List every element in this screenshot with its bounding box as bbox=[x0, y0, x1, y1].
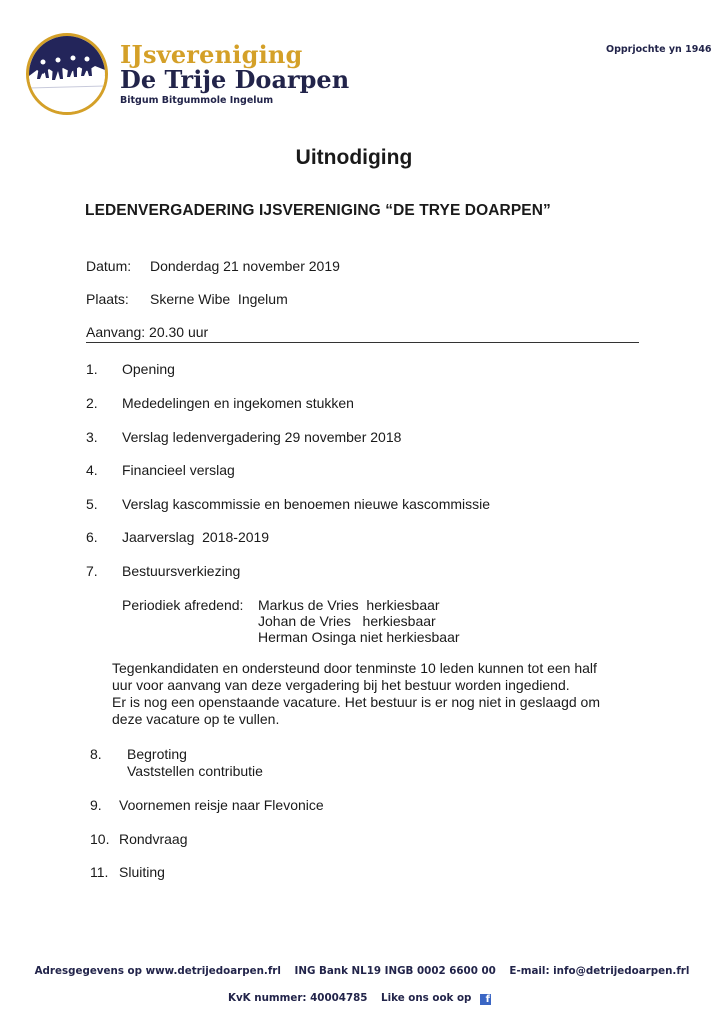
agenda-number: 1. bbox=[86, 361, 98, 377]
election-candidate: Herman Osinga niet herkiesbaar bbox=[258, 629, 460, 645]
agenda-item: Sluiting bbox=[119, 864, 165, 880]
agenda-number: 7. bbox=[86, 563, 98, 579]
footer-bank: ING Bank NL19 INGB 0002 6600 00 bbox=[294, 965, 496, 977]
election-candidate: Markus de Vries herkiesbaar bbox=[258, 597, 440, 613]
agenda-number: 6. bbox=[86, 529, 98, 545]
facebook-icon[interactable]: f bbox=[480, 994, 491, 1005]
agenda-number: 3. bbox=[86, 429, 98, 445]
document-title-text: Uitnodiging bbox=[295, 146, 413, 169]
agenda-subitem: Vaststellen contributie bbox=[127, 763, 263, 779]
agenda-number: 11. bbox=[90, 864, 109, 880]
date-value: Donderdag 21 november 2019 bbox=[150, 258, 340, 274]
agenda-item: Verslag kascommissie en benoemen nieuwe kascommissie bbox=[122, 496, 491, 512]
agenda-item: Bestuursverkiezing bbox=[122, 563, 241, 579]
start-time: Aanvang: 20.30 uur bbox=[86, 324, 209, 340]
agenda-item: Rondvraag bbox=[119, 831, 188, 847]
agenda-item: Voornemen reisje naar Flevonice bbox=[119, 797, 324, 813]
agenda-item: Financieel verslag bbox=[122, 462, 235, 478]
founded-note: Opprjochte yn 1946 bbox=[606, 44, 712, 55]
footer-like-text: Like ons ook op bbox=[381, 992, 472, 1004]
agenda-number: 4. bbox=[86, 462, 98, 478]
agenda-item: Mededelingen en ingekomen stukken bbox=[122, 395, 354, 411]
document-title bbox=[0, 146, 724, 170]
footer-website[interactable]: Adresgegevens op www.detrijedoarpen.frl bbox=[34, 965, 281, 977]
paragraph-line: uur voor aanvang van deze vergadering bij het bestuur worden ingediend. bbox=[112, 677, 570, 693]
agenda-number: 10. bbox=[90, 831, 110, 847]
place-value: Skerne Wibe Ingelum bbox=[150, 291, 288, 307]
paragraph-line: Tegenkandidaten en ondersteund door tenminste 10 leden kunnen tot een half bbox=[112, 660, 597, 676]
date-label: Datum: bbox=[86, 258, 132, 274]
place-label: Plaats: bbox=[86, 291, 129, 307]
agenda-item: Verslag ledenvergadering 29 november 2018 bbox=[122, 429, 402, 445]
footer-registration bbox=[0, 992, 724, 1005]
logo-title-line2: De Trije Doarpen bbox=[120, 65, 350, 94]
election-paragraph bbox=[112, 660, 672, 728]
footer-kvk: KvK nummer: 40004785 bbox=[227, 992, 368, 1004]
agenda-item: Jaarverslag 2018-2019 bbox=[122, 529, 270, 545]
agenda-item: Begroting bbox=[127, 746, 187, 762]
agenda-number: 9. bbox=[90, 797, 102, 813]
agenda-number: 8. bbox=[90, 746, 102, 762]
agenda-number: 5. bbox=[86, 496, 98, 512]
paragraph-line: Er is nog een openstaande vacature. Het bestuur is er nog niet in geslaagd om bbox=[112, 694, 600, 710]
election-label: Periodiek afredend: bbox=[122, 597, 244, 613]
agenda-item: Opening bbox=[122, 361, 175, 377]
footer-email[interactable]: E-mail: info@detrijedoarpen.frl bbox=[509, 965, 690, 977]
skaters-illustration-icon bbox=[29, 36, 105, 112]
footer-like bbox=[381, 992, 496, 1004]
logo-title-line1: IJsvereniging bbox=[120, 40, 303, 69]
paragraph-line: deze vacature op te vullen. bbox=[112, 711, 280, 727]
document-subtitle: LEDENVERGADERING IJSVERENIGING “DE TRYE DOARPEN” bbox=[85, 202, 551, 219]
agenda-number: 2. bbox=[86, 395, 98, 411]
logo-emblem bbox=[26, 33, 108, 115]
logo-villages: Bitgum Bitgummole Ingelum bbox=[120, 95, 274, 106]
election-candidate: Johan de Vries herkiesbaar bbox=[258, 613, 436, 629]
divider bbox=[86, 342, 639, 343]
footer-contact bbox=[0, 965, 724, 977]
